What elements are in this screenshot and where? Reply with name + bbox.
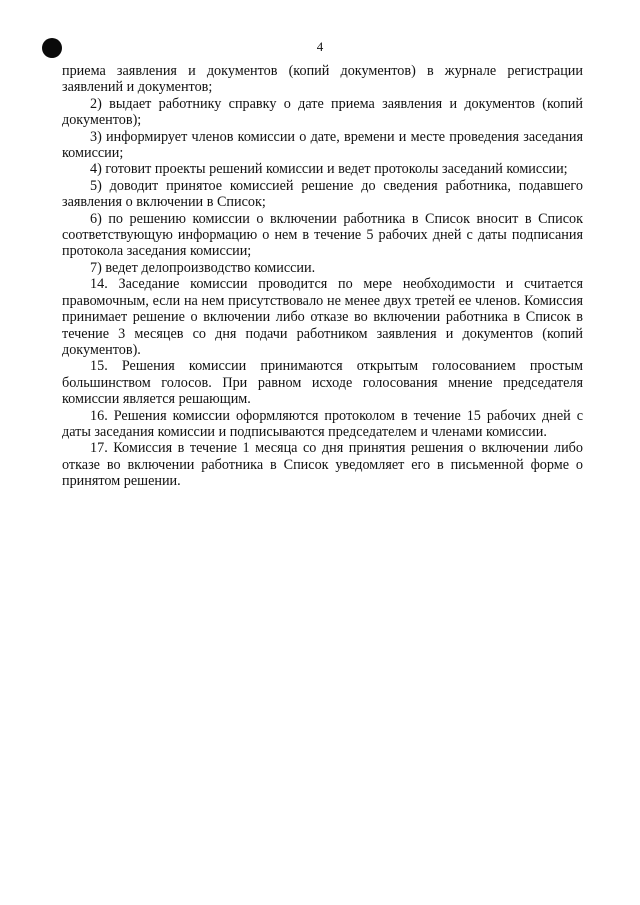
paragraph-item-7: 7) ведет делопроизводство комиссии. xyxy=(90,259,316,276)
paragraph-clause-15: 15. Решения комиссии принимаются открытым голосованием простым большинством голосов. При равном исходе голосования мнение председателя комиссии является решающим. xyxy=(62,358,583,408)
paragraph-continuation: приема заявления и документов (копий документов) в журнале регистрации заявлений и документов; xyxy=(62,63,583,96)
paragraph-item-5: 5) доводит принятое комиссией решение до сведения работника, подавшего заявления о включении в Список; xyxy=(62,177,583,211)
page-number: 4 xyxy=(316,39,324,54)
paragraph-clause-17: 17. Комиссия в течение 1 месяца со дня принятия решения о включении либо отказе во включении работника в Список уведомляет его в письменной форме о принятом решении. xyxy=(62,440,583,490)
paragraph-clause-14: 14. Заседание комиссии проводится по мере необходимости и считается правомочным, если на нем присутствовало не менее двух третей ее членов. Комиссия принимает решение о включении либо отказе во включении работника в Список в течение 3 месяцев со дня подачи работником заявления и документов (копий документов). xyxy=(62,276,583,358)
paragraph-item-4: 4) готовит проекты решений комиссии и ведет протоколы заседаний комиссии; xyxy=(90,161,568,178)
paragraph-item-6: 6) по решению комиссии о включении работника в Список вносит в Список соответствующую информацию о нем в течение 5 рабочих дней с даты подписания протокола заседания комиссии; xyxy=(62,210,583,260)
document-body xyxy=(62,63,583,490)
paragraph-item-3: 3) информирует членов комиссии о дате, времени и месте проведения заседания комиссии; xyxy=(62,128,583,162)
paragraph-clause-16: 16. Решения комиссии оформляются протоколом в течение 15 рабочих дней с даты заседания комиссии и подписываются председателем и членами комиссии. xyxy=(62,407,583,440)
paragraph-item-2: 2) выдает работнику справку о дате приема заявления и документов (копий документов); xyxy=(62,95,583,129)
